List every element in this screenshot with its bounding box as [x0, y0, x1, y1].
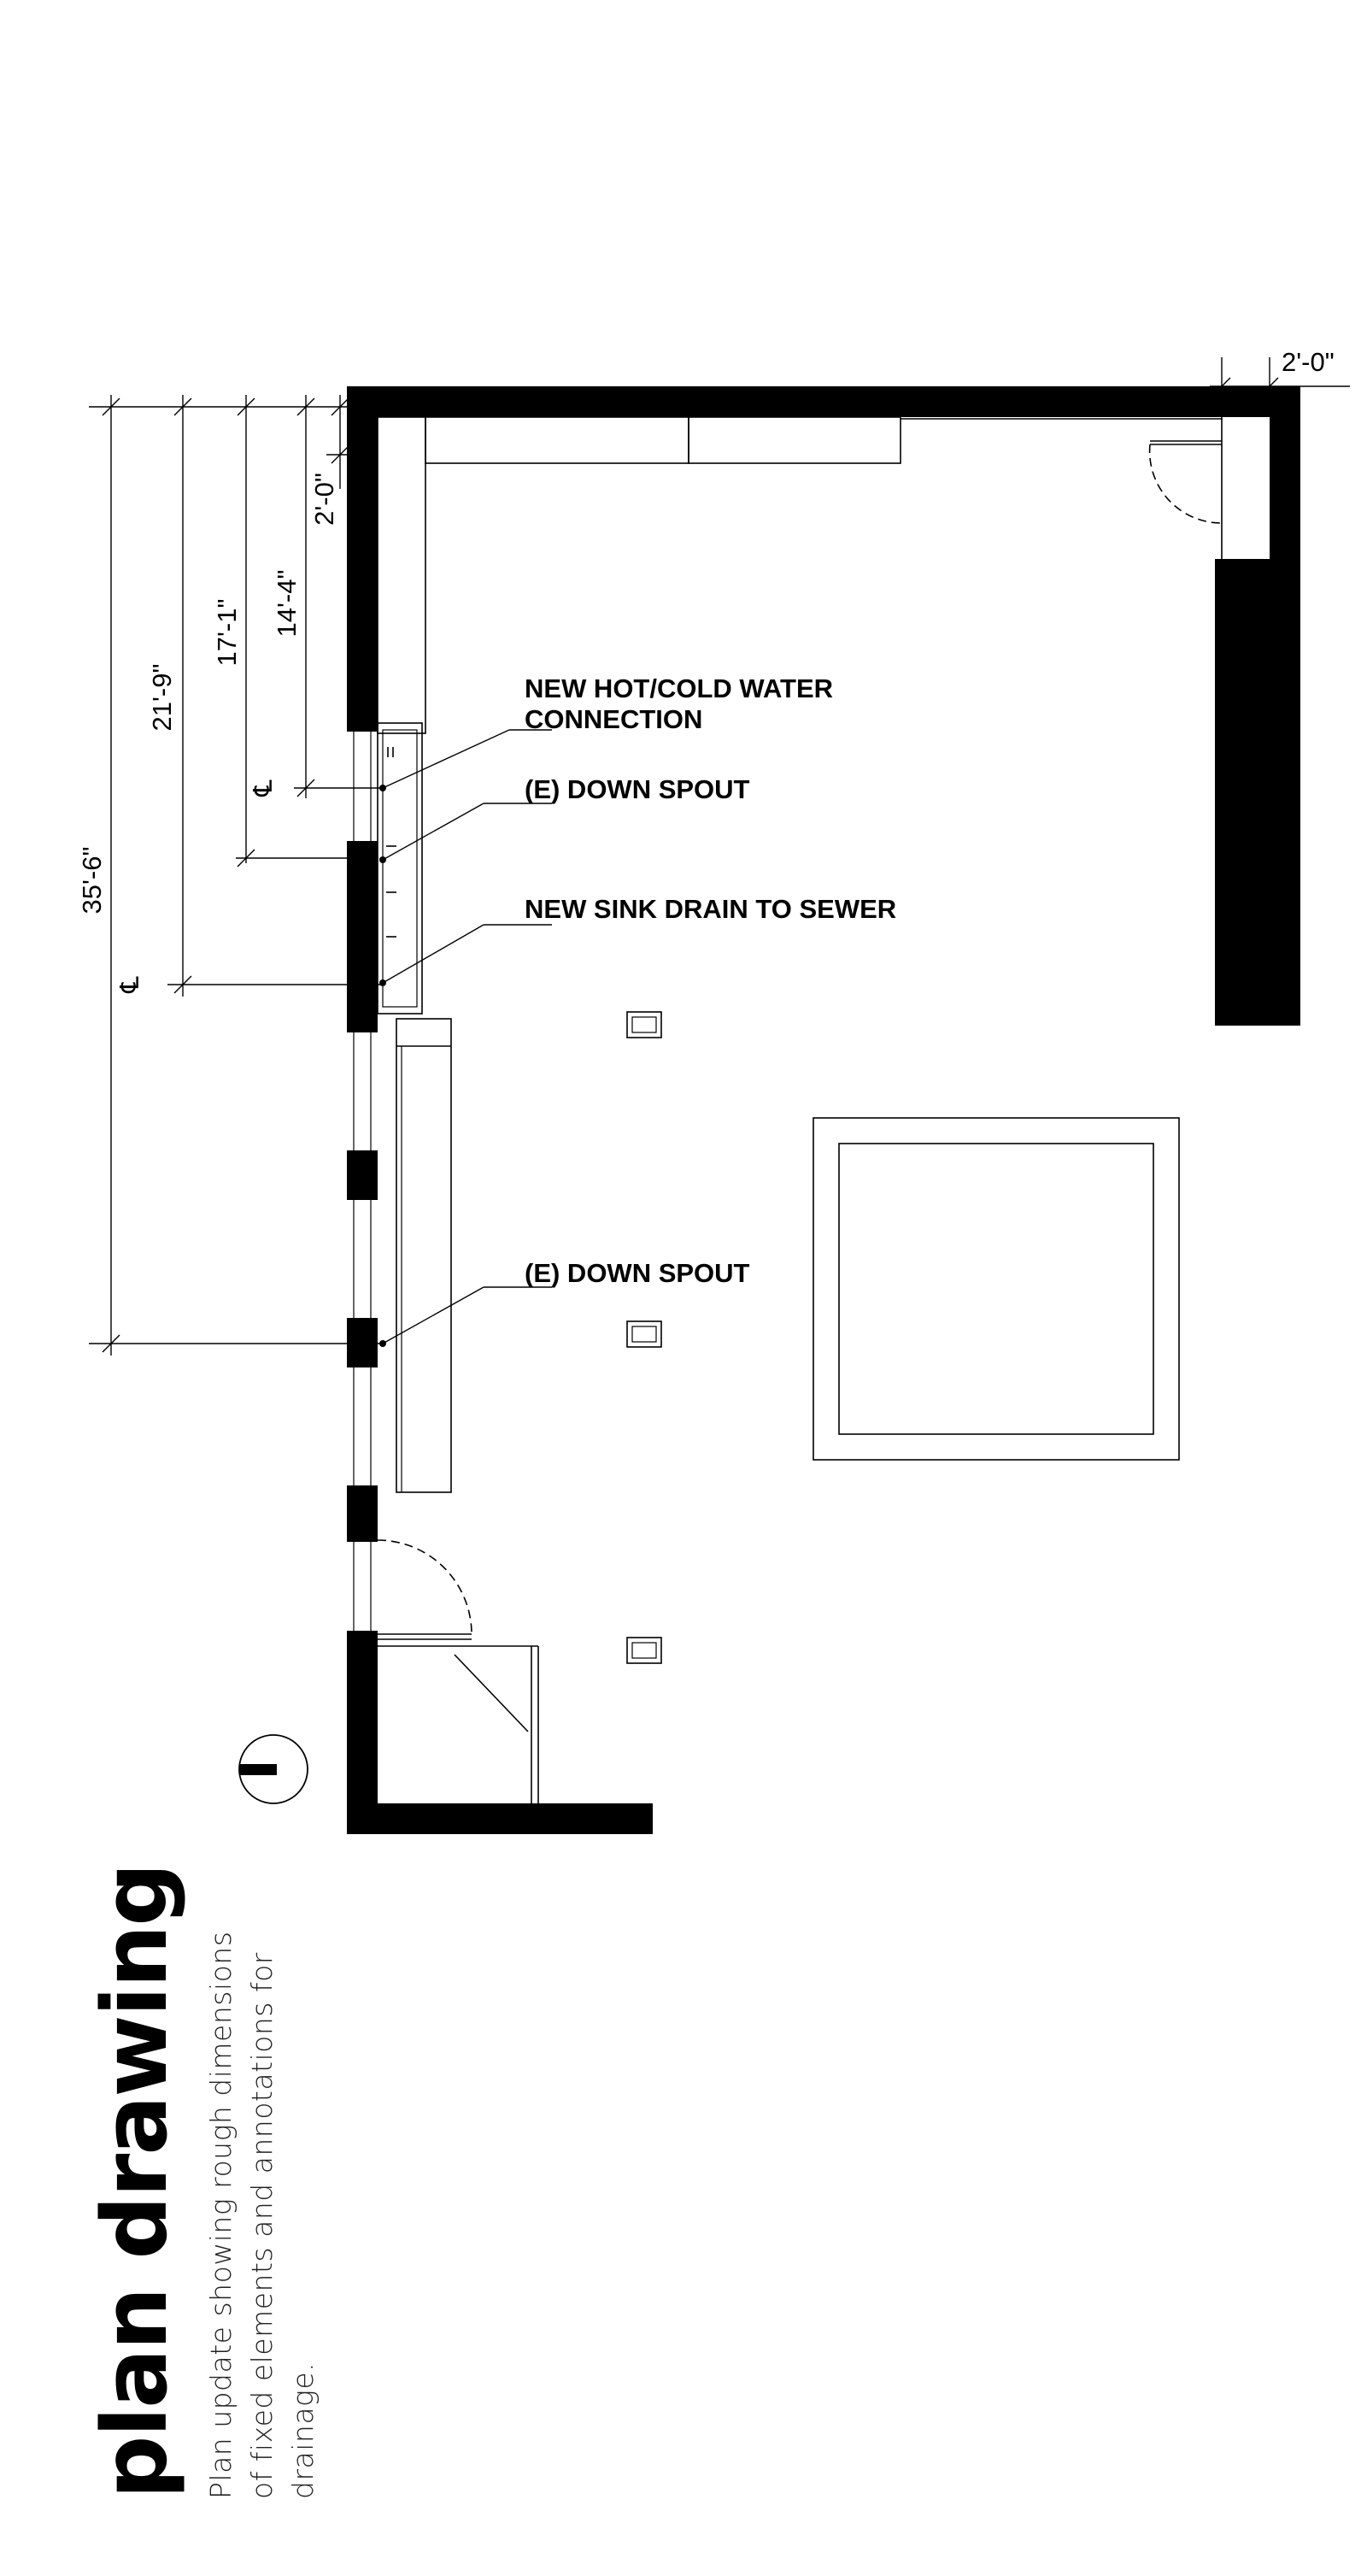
centerline-symbol-2: ℄	[116, 976, 144, 993]
drawing-title: plan drawing	[83, 1864, 187, 2499]
wall-bottom	[347, 1803, 653, 1834]
leaders	[379, 730, 552, 1347]
north-arrow-icon	[239, 1735, 308, 1803]
sink-counter	[378, 723, 422, 1014]
dim-small: 2'-0"	[309, 473, 339, 526]
note-sink-drain: NEW SINK DRAIN TO SEWER	[525, 894, 897, 924]
description-line-1: Plan update showing rough dimensions	[204, 1931, 238, 2499]
closet-lower-left	[378, 1646, 538, 1803]
wall-pier-2	[347, 1150, 378, 1200]
note-water-line1: NEW HOT/COLD WATER	[525, 673, 834, 703]
description-line-2: of fixed elements and annotations for	[245, 1952, 279, 2499]
wall-right	[1270, 386, 1300, 559]
wall-pier-4	[347, 1485, 378, 1542]
wall-right-lower-block	[1215, 559, 1300, 1026]
wall-pier-3	[347, 1318, 378, 1367]
wall-left-upper	[347, 386, 378, 732]
wall-pier-1	[347, 841, 378, 1032]
fixture-marks	[386, 747, 396, 937]
description-line-3: drainage.	[286, 2361, 320, 2499]
door-lower-left	[378, 1540, 472, 1639]
dim-fourth: 14'-4"	[272, 569, 302, 638]
walls	[347, 386, 1300, 1834]
dim-second: 21'-9"	[147, 663, 177, 732]
dimension-lines	[89, 357, 1350, 1356]
dim-overall: 35'-6"	[77, 846, 107, 915]
long-counter	[396, 1019, 451, 1492]
posts	[627, 1012, 661, 1663]
wall-top	[347, 386, 1300, 417]
centerline-symbol-1: ℄	[249, 779, 278, 797]
note-water-line2: CONNECTION	[525, 704, 703, 734]
note-down-spout-2: (E) DOWN SPOUT	[525, 1258, 750, 1288]
dim-top-right: 2'-0"	[1282, 347, 1335, 377]
center-square	[813, 1118, 1179, 1460]
dim-third: 17'-1"	[212, 598, 242, 667]
door-upper-right	[1150, 441, 1222, 523]
note-down-spout-1: (E) DOWN SPOUT	[525, 774, 750, 804]
